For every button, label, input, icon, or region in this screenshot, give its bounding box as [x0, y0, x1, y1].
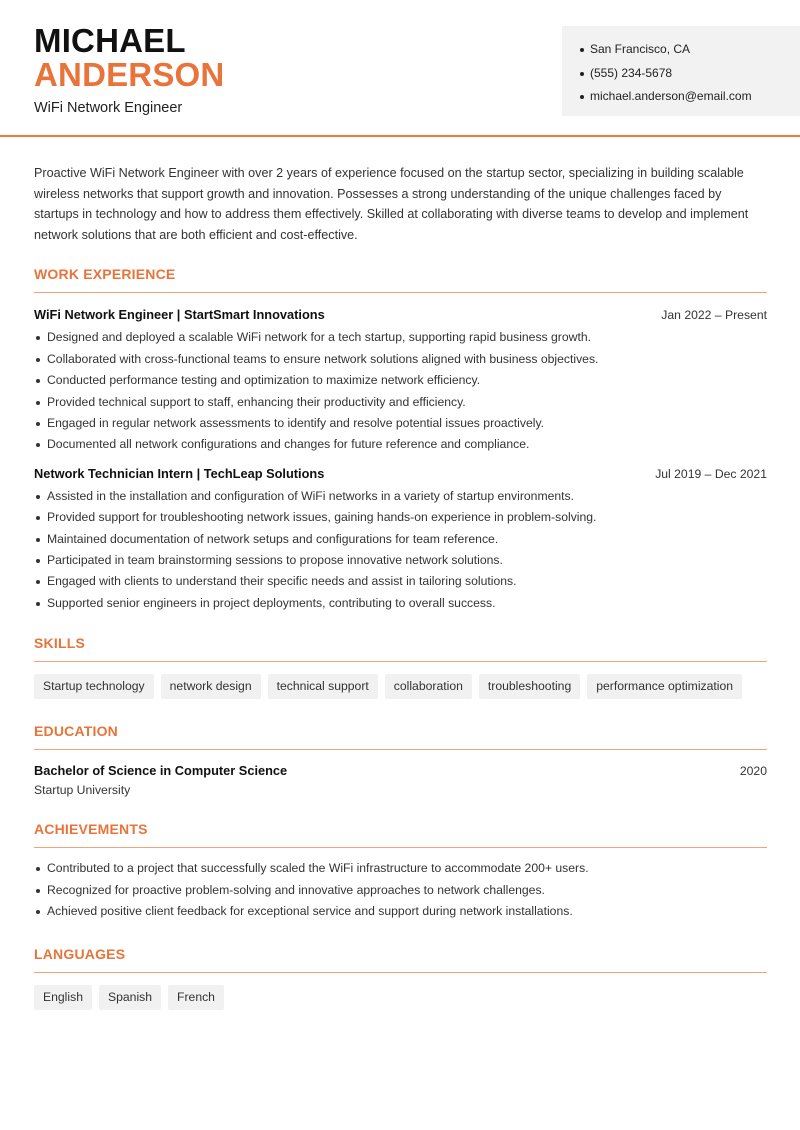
list-item: Documented all network configurations and changes for future reference and compliance.: [34, 434, 767, 455]
skill-chip: network design: [161, 674, 261, 699]
education-degree: Bachelor of Science in Computer Science: [34, 763, 288, 779]
skill-chip: performance optimization: [587, 674, 742, 699]
contact-list: [580, 38, 800, 109]
list-item: Conducted performance testing and optimization to maximize network efficiency.: [34, 370, 767, 391]
job-role: Network Technician Intern | TechLeap Solutions: [34, 465, 325, 481]
education-entry: [34, 763, 767, 797]
education-year: 2020: [739, 764, 767, 779]
skills-heading: SKILLS: [34, 635, 767, 662]
list-item: Collaborated with cross-functional teams to ensure network solutions aligned with business objectives.: [34, 349, 767, 370]
work-experience-heading: WORK EXPERIENCE: [34, 266, 767, 293]
last-name: ANDERSON: [34, 56, 225, 93]
list-item: Recognized for proactive problem-solving and innovative approaches to network challenges.: [34, 880, 767, 901]
skill-chip: Startup technology: [34, 674, 154, 699]
language-chip: Spanish: [99, 985, 161, 1010]
job-bullets: [34, 486, 767, 614]
list-item: Designed and deployed a scalable WiFi network for a tech startup, supporting rapid business growth.: [34, 327, 767, 348]
job-entry: [34, 307, 767, 455]
list-item: Assisted in the installation and configuration of WiFi networks in a variety of startup environments.: [34, 486, 767, 507]
language-chip: English: [34, 985, 92, 1010]
job-dates: Jul 2019 – Dec 2021: [655, 466, 767, 481]
education-heading: EDUCATION: [34, 723, 767, 750]
contact-phone: (555) 234-5678: [580, 62, 800, 86]
summary: Proactive WiFi Network Engineer with over 2 years of experience focused on the startup sector, specializing in building scalable wireless networks that support growth and innovation. Possesses a strong understanding of the unique challenges faced by startups in technology and how to address them effectively. Skilled at collaborating with diverse teams to develop and implement network solutions that are both efficient and cost-effective.: [34, 166, 749, 242]
job-entry: [34, 466, 767, 614]
list-item: Supported senior engineers in project deployments, contributing to overall success.: [34, 593, 767, 614]
language-chip: French: [168, 985, 224, 1010]
job-bullets: [34, 327, 767, 455]
list-item: Contributed to a project that successfully scaled the WiFi infrastructure to accommodate 200+ users.: [34, 858, 767, 879]
list-item: Provided support for troubleshooting network issues, gaining hands-on experience in problem-solving.: [34, 507, 767, 528]
contact-email[interactable]: michael.anderson@email.com: [580, 85, 800, 109]
resume-body: [34, 137, 767, 1010]
contact-location: San Francisco, CA: [580, 38, 800, 62]
job-role: WiFi Network Engineer | StartSmart Innovations: [34, 307, 325, 323]
contact-box: [562, 26, 800, 116]
job-title: WiFi Network Engineer: [34, 100, 183, 116]
resume-header: [0, 0, 800, 137]
skill-chip: technical support: [268, 674, 378, 699]
languages-heading: LANGUAGES: [34, 946, 767, 973]
skills-list: [34, 674, 767, 699]
skill-chip: troubleshooting: [479, 674, 580, 699]
education-school: Startup University: [34, 783, 131, 798]
list-item: Participated in team brainstorming sessions to propose innovative network solutions.: [34, 550, 767, 571]
list-item: Engaged in regular network assessments to identify and resolve potential issues proactively.: [34, 413, 767, 434]
list-item: Achieved positive client feedback for exceptional service and support during network installations.: [34, 901, 767, 922]
job-dates: Jan 2022 – Present: [661, 308, 767, 323]
achievements-list: [34, 858, 767, 922]
achievements-heading: ACHIEVEMENTS: [34, 821, 767, 848]
skill-chip: collaboration: [385, 674, 472, 699]
first-name: MICHAEL: [34, 22, 186, 59]
list-item: Maintained documentation of network setups and configurations for team reference.: [34, 529, 767, 550]
list-item: Engaged with clients to understand their specific needs and assist in tailoring solutions.: [34, 571, 767, 592]
list-item: Provided technical support to staff, enhancing their productivity and efficiency.: [34, 392, 767, 413]
languages-list: [34, 985, 767, 1010]
